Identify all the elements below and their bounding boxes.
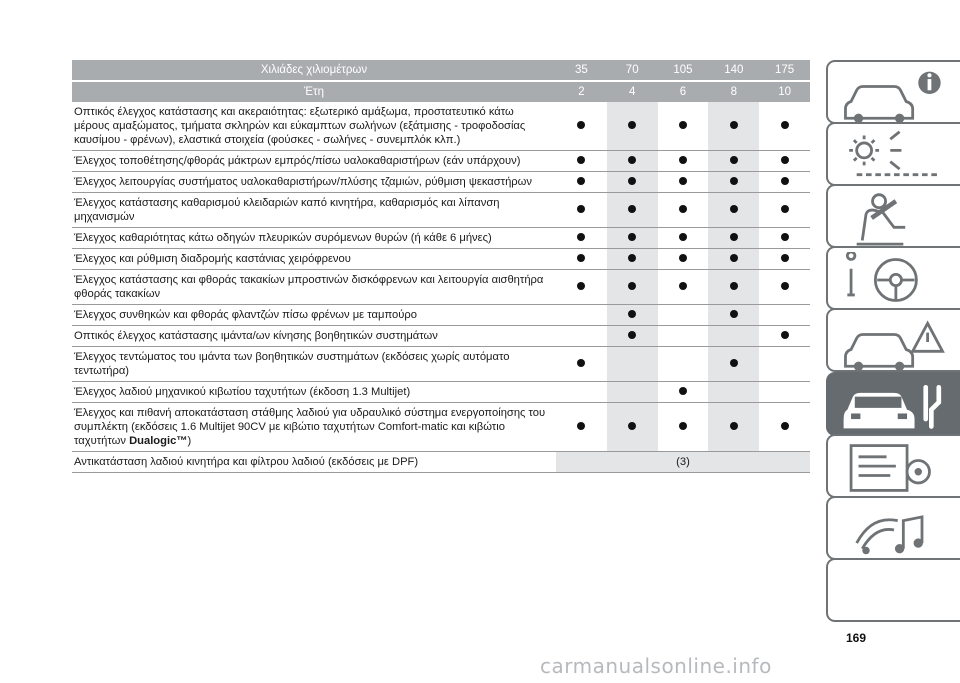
chapter-tab-6[interactable] [826,372,960,436]
chapter-tab-2[interactable] [826,122,960,186]
interval-cell [759,228,810,249]
footnote-reference: (3) [556,452,810,473]
interval-cell [607,228,658,249]
km-interval-4: 140 [708,60,759,81]
interval-cell [607,382,658,403]
interval-cell [708,151,759,172]
table-row [72,228,810,249]
scheduled-dot-icon [781,254,789,262]
interval-cell [708,172,759,193]
scheduled-dot-icon [679,387,687,395]
interval-cell [708,326,759,347]
chapter-tab-4[interactable] [826,246,960,310]
operation-text-end: ) [187,435,192,447]
interval-cell [607,172,658,193]
operation-description: Έλεγχος κατάστασης καθαρισμού κλειδαριών καπό κινητήρα, καθαρισμός και λίπανση μηχανισμών [72,193,556,228]
header-row-km [72,60,810,81]
interval-cell [658,228,709,249]
interval-cell [556,193,607,228]
table-row [72,382,810,403]
chapter-tab-1[interactable] [826,60,960,124]
operation-description: Έλεγχος λαδιού μηχανικού κιβωτίου ταχυτήτων (έκδοση 1.3 Multijet) [72,382,556,403]
table-row [72,305,810,326]
table-row [72,249,810,270]
scheduled-dot-icon [679,282,687,290]
interval-cell [759,305,810,326]
interval-cell [607,347,658,382]
table-row [72,347,810,382]
interval-cell [759,382,810,403]
scheduled-dot-icon [679,254,687,262]
chapter-tab-3[interactable] [826,184,960,248]
interval-cell [556,403,607,452]
interval-cell [607,102,658,151]
interval-cell [556,228,607,249]
scheduled-dot-icon [679,177,687,185]
year-interval-1: 2 [556,81,607,102]
operation-description: Έλεγχος καθαριότητας κάτω οδηγών πλευρικών συρόμενων θυρών (ή κάθε 6 μήνες) [72,228,556,249]
scheduled-dot-icon [730,233,738,241]
scheduled-dot-icon [730,121,738,129]
interval-cell [607,193,658,228]
interval-cell [556,305,607,326]
scheduled-dot-icon [730,282,738,290]
scheduled-dot-icon [679,121,687,129]
km-interval-2: 70 [607,60,658,81]
scheduled-dot-icon [781,282,789,290]
scheduled-dot-icon [577,156,585,164]
scheduled-dot-icon [628,156,636,164]
page-number: 169 [845,631,867,645]
km-interval-3: 105 [658,60,709,81]
interval-cell [759,193,810,228]
scheduled-dot-icon [781,331,789,339]
table-row [72,102,810,151]
scheduled-dot-icon [730,156,738,164]
table-row [72,403,810,452]
interval-cell [556,151,607,172]
interval-cell [658,151,709,172]
scheduled-dot-icon [628,282,636,290]
interval-cell [759,102,810,151]
scheduled-dot-icon [628,310,636,318]
interval-cell [658,193,709,228]
scheduled-dot-icon [781,156,789,164]
interval-cell [658,270,709,305]
scheduled-dot-icon [730,177,738,185]
interval-cell [759,270,810,305]
interval-cell [759,151,810,172]
km-interval-5: 175 [759,60,810,81]
interval-cell [607,403,658,452]
km-interval-1: 35 [556,60,607,81]
operation-description: Οπτικός έλεγχος κατάστασης ιμάντα/ων κίνησης βοηθητικών συστημάτων [72,326,556,347]
interval-cell [556,382,607,403]
interval-cell [759,403,810,452]
interval-cell [708,270,759,305]
year-interval-4: 8 [708,81,759,102]
operation-description [72,403,556,452]
interval-cell [658,382,709,403]
interval-cell [556,102,607,151]
scheduled-dot-icon [577,205,585,213]
interval-cell [556,326,607,347]
operation-description: Αντικατάσταση λαδιού κινητήρα και φίλτρου λαδιού (εκδόσεις με DPF) [72,452,556,473]
interval-cell [658,326,709,347]
table-row [72,193,810,228]
scheduled-dot-icon [577,254,585,262]
year-interval-3: 6 [658,81,709,102]
operation-description: Έλεγχος κατάστασης και φθοράς τακακίων μπροστινών δισκόφρενων και λειτουργία αισθητήρα φθοράς τακακίων [72,270,556,305]
chapter-tabs [826,60,960,620]
interval-cell [607,326,658,347]
scheduled-dot-icon [781,205,789,213]
table-row-note [72,452,810,473]
table-row [72,326,810,347]
year-interval-5: 10 [759,81,810,102]
interval-cell [708,347,759,382]
interval-cell [658,249,709,270]
interval-cell [759,347,810,382]
maintenance-schedule-table [72,60,810,473]
scheduled-dot-icon [628,177,636,185]
chapter-tab-9[interactable] [826,558,960,622]
interval-cell [658,403,709,452]
interval-cell [658,347,709,382]
interval-cell [708,193,759,228]
interval-cell [607,305,658,326]
operation-text: Έλεγχος και πιθανή αποκατάσταση στάθμης λαδιού για υδραυλικό σύστημα ενεργοποίησης του συμπλέκτη (εκδόσεις 1.6 Multijet 90CV με κιβώτιο ταχυτήτων Comfort-matic και κιβώτιο ταχυτήτων [74,407,546,447]
scheduled-dot-icon [679,233,687,241]
scheduled-dot-icon [679,205,687,213]
scheduled-dot-icon [577,422,585,430]
scheduled-dot-icon [577,233,585,241]
interval-cell [556,249,607,270]
operation-description: Έλεγχος συνθηκών και φθοράς φλαντζών πίσω φρένων με ταμπούρο [72,305,556,326]
operation-description: Έλεγχος λειτουργίας συστήματος υαλοκαθαριστήρων/πλύσης τζαμιών, ρύθμιση ψεκαστήρων [72,172,556,193]
scheduled-dot-icon [628,422,636,430]
scheduled-dot-icon [730,422,738,430]
table-row [72,270,810,305]
interval-cell [556,270,607,305]
scheduled-dot-icon [730,359,738,367]
operation-description: Οπτικός έλεγχος κατάστασης και ακεραιότητας: εξωτερικό αμάξωμα, προστατευτικό κάτω μέρους αμαξώματος, τμήματα σκληρών και εύκαμπτων σωλήνων (εξάτμισης - τροφοδοσίας καυσίμου - φρένων), ελαστικά στοιχεία (φούσκες - σωλήνες - συνεμπλόκ κλπ.) [72,102,556,151]
km-header-label: Χιλιάδες χιλιομέτρων [72,60,556,81]
scheduled-dot-icon [577,121,585,129]
interval-cell [658,305,709,326]
scheduled-dot-icon [730,205,738,213]
interval-cell [556,172,607,193]
interval-cell [708,249,759,270]
chapter-tab-8[interactable] [826,496,960,560]
scheduled-dot-icon [730,254,738,262]
scheduled-dot-icon [577,359,585,367]
scheduled-dot-icon [628,121,636,129]
interval-cell [607,270,658,305]
scheduled-dot-icon [679,156,687,164]
operation-description: Έλεγχος και ρύθμιση διαδρομής καστάνιας χειρόφρενου [72,249,556,270]
scheduled-dot-icon [781,422,789,430]
scheduled-dot-icon [781,233,789,241]
dualogic-brand-text: Dualogic™ [129,435,188,447]
interval-cell [759,172,810,193]
scheduled-dot-icon [628,331,636,339]
interval-cell [708,382,759,403]
interval-cell [759,249,810,270]
scheduled-dot-icon [730,310,738,318]
table-row [72,172,810,193]
scheduled-dot-icon [781,121,789,129]
scheduled-dot-icon [577,177,585,185]
interval-cell [759,326,810,347]
scheduled-dot-icon [628,205,636,213]
table-row [72,151,810,172]
interval-cell [708,403,759,452]
interval-cell [658,172,709,193]
year-header-label: Έτη [72,81,556,102]
interval-cell [658,102,709,151]
scheduled-dot-icon [628,233,636,241]
interval-cell [607,151,658,172]
scheduled-dot-icon [679,422,687,430]
watermark: carmanualsonline.info [540,654,772,678]
interval-cell [556,347,607,382]
chapter-tab-5[interactable] [826,308,960,372]
interval-cell [708,305,759,326]
chapter-tab-7[interactable] [826,434,960,498]
interval-cell [708,102,759,151]
year-interval-2: 4 [607,81,658,102]
operation-description: Έλεγχος τοποθέτησης/φθοράς μάκτρων εμπρός/πίσω υαλοκαθαριστήρων (εάν υπάρχουν) [72,151,556,172]
scheduled-dot-icon [781,177,789,185]
scheduled-dot-icon [628,254,636,262]
interval-cell [708,228,759,249]
scheduled-dot-icon [577,282,585,290]
operation-description: Έλεγχος τεντώματος του ιμάντα των βοηθητικών συστημάτων (εκδόσεις χωρίς αυτόματο τεντωτήρα) [72,347,556,382]
interval-cell [607,249,658,270]
header-row-year [72,81,810,102]
